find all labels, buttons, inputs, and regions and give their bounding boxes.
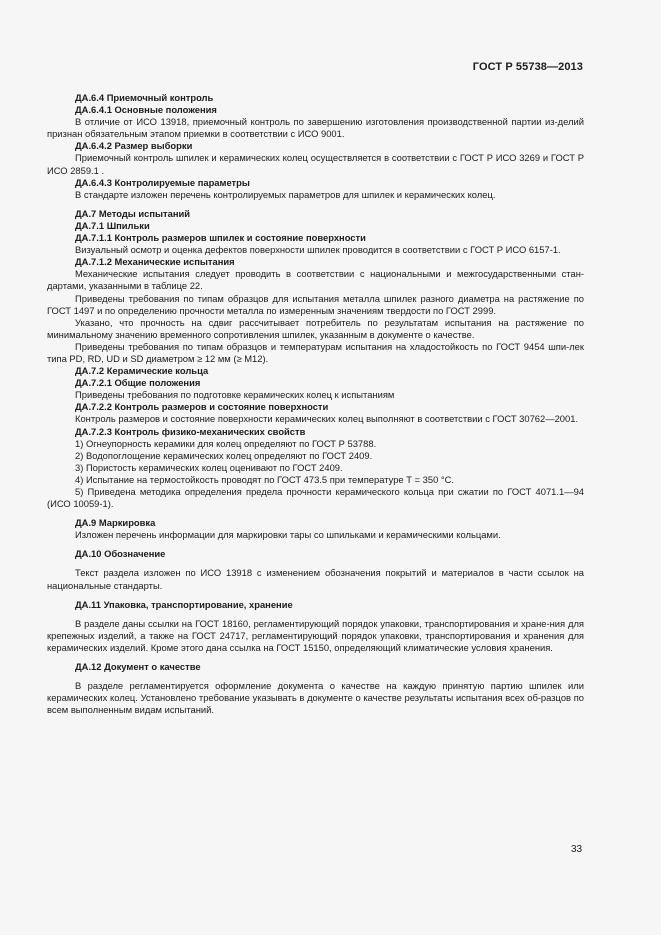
- section-heading: ДА.7.2.1 Общие положения: [75, 377, 201, 389]
- body-paragraph: Изложен перечень информации для маркировки тары со шпильками и керамическими кольцами.: [75, 529, 501, 541]
- body-paragraph: Приведены требования по подготовке керамических колец к испытаниям: [75, 389, 395, 401]
- section-heading: ДА.6.4.2 Размер выборки: [75, 140, 193, 152]
- body-paragraph: Указано, что прочность на сдвиг рассчитывает потребитель по результатам испытания на растяжение по минимальному значению временного сопротивления шпилек, указанным в документе о качестве.: [47, 316, 584, 340]
- body-paragraph: Визуальный осмотр и оценка дефектов поверхности шпилек проводится в соответствии с ГОСТ Р ИСО 6157-1.: [75, 244, 561, 256]
- section-heading: ДА.10 Обозначение: [75, 548, 166, 560]
- body-paragraph: 4) Испытание на термостойкость проводят по ГОСТ 473.5 при температуре Т = 350 °С.: [75, 473, 455, 485]
- body-paragraph: В отличие от ИСО 13918, приемочный контроль по завершению изготовления производственной партии из-делий признан обязательным этапом приемки в соответствии с ИСО 9001.: [47, 116, 584, 140]
- body-paragraph: Приведены требования по типам образцов и температурам испытания на хладостойкость по ГОСТ 9454 шпи-лек типа PD, RD, UD и SD диаметром ≥ 12 мм (≥ M12).: [47, 340, 584, 364]
- body-paragraph: В разделе даны ссылки на ГОСТ 18160, регламентирующий порядок упаковки, транспортирования и хране-ния для крепежных изделий, а также на ГОСТ 24717, регламентирующий порядок упаковки, транспортирования и хранения для керамических изделий. Кроме этого дана ссылка на ГОСТ 15150, определяющий климатические условия хранения.: [47, 617, 584, 653]
- body-paragraph: 3) Пористость керамических колец оценивают по ГОСТ 2409.: [75, 461, 343, 473]
- body-paragraph: В разделе регламентируется оформление документа о качестве на каждую принятую партию шпилек или керамических колец. Установлено требование указывать в документе о качестве результаты испытания всех об-разцов по всем выполненным видам испытаний.: [47, 680, 584, 716]
- body-paragraph: Приведены требования по типам образцов для испытания металла шпилек разного диаметра на растяжение по ГОСТ 1497 и по определению прочности металла по измеренным значениям твердости по ГОСТ 2999.: [47, 292, 584, 316]
- section-heading: ДА.7.2.2 Контроль размеров и состояние поверхности: [75, 401, 329, 413]
- section-heading: ДА.9 Маркировка: [75, 517, 156, 529]
- section-heading: ДА.6.4 Приемочный контроль: [75, 92, 214, 103]
- section-heading: ДА.6.4.1 Основные положения: [75, 104, 217, 116]
- section-heading: ДА.7.1 Шпильки: [75, 219, 150, 231]
- body-paragraph: В стандарте изложен перечень контролируемых параметров для шпилек и керамических колец.: [75, 188, 496, 200]
- body-paragraph: 1) Огнеупорность керамики для колец определяют по ГОСТ Р 53788.: [75, 437, 377, 449]
- body-paragraph: 2) Водопоглощение керамических колец определяют по ГОСТ 2409.: [75, 449, 373, 461]
- section-heading: ДА.7.2.3 Контроль физико-механических свойств: [75, 425, 306, 437]
- body-paragraph: Приемочный контроль шпилек и керамических колец осуществляется в соответствии с ГОСТ Р ИСО 3269 и ГОСТ Р ИСО 2859.1 .: [47, 152, 584, 176]
- document-body: [47, 92, 584, 716]
- section-heading: ДА.6.4.3 Контролируемые параметры: [75, 176, 250, 188]
- section-heading: ДА.11 Упаковка, транспортирование, хранение: [75, 598, 293, 610]
- standard-designation: ГОСТ Р 55738—2013: [472, 61, 583, 73]
- section-heading: ДА.7 Методы испытаний: [75, 207, 191, 219]
- body-paragraph: Механические испытания следует проводить в соответствии с национальными и межгосударственными стан-дартами, указанными в таблице 22.: [47, 268, 584, 292]
- body-paragraph: Текст раздела изложен по ИСО 13918 с изменением обозначения покрытий и материалов в части ссылок на национальные стандарты.: [47, 567, 584, 591]
- section-heading: ДА.7.1.1 Контроль размеров шпилек и состояние поверхности: [75, 232, 366, 244]
- body-paragraph: Контроль размеров и состояние поверхности керамических колец выполняют в соответствии с ГОСТ 30762—2001.: [75, 413, 579, 425]
- section-heading: ДА.7.2 Керамические кольца: [75, 365, 209, 377]
- section-heading: ДА.12 Документ о качестве: [75, 661, 201, 673]
- page-number: 33: [571, 844, 583, 855]
- section-heading: ДА.7.1.2 Механические испытания: [75, 256, 235, 268]
- body-paragraph: 5) Приведена методика определения предела прочности керамического кольца при сжатии по ГОСТ 4071.1—94 (ИСО 10059-1).: [47, 486, 584, 510]
